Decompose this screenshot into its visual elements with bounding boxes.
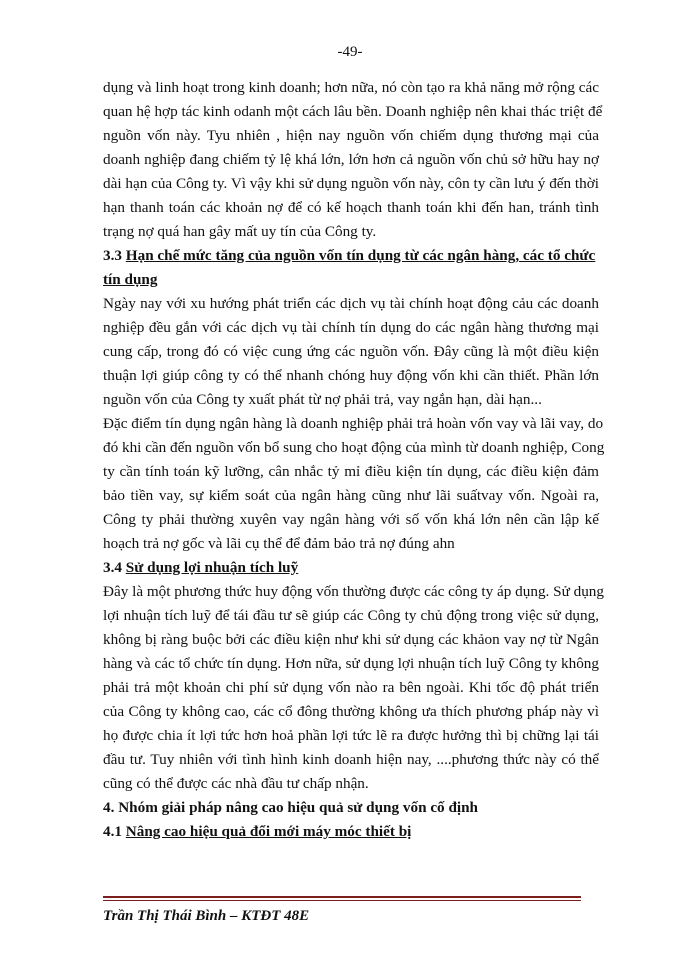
line-text: phải trả một khoản chi phí sử dụng vốn nào ra bên ngoài. Khi tốc độ phát triển [103, 679, 599, 696]
heading-text: 3.4 [103, 559, 126, 576]
paragraph-line [103, 436, 605, 460]
heading-text: tín dụng [103, 271, 158, 288]
paragraph-line [103, 676, 599, 700]
paragraph-line [103, 748, 599, 772]
line-text: đó khi cần đến nguồn vốn bổ sung cho hoạt động của mình từ doanh nghiệp, Cong [103, 439, 605, 456]
line-text: họ được chia ít lợi tức hơn hoả phần lợi tức lẽ ra được hưởng thì bị chững lại tái [103, 727, 599, 744]
line-text: hạn thanh toán các khoản nợ để có kế hoạch thanh toán khi đến han, tránh tình [103, 199, 599, 216]
section-heading-line [103, 268, 599, 292]
heading-text: 4.1 [103, 823, 126, 840]
line-text: nguồn vốn này. Tyu nhiên , hiện nay nguồn vốn chiếm dụng thương mại của [103, 127, 599, 144]
paragraph-line [103, 652, 599, 676]
line-text: bảo tiền vay, sự kiểm soát của ngân hàng cũng như lãi suấtvay vốn. Ngoài ra, [103, 487, 599, 504]
paragraph-line [103, 124, 599, 148]
line-text: ty cần tính toán kỹ lưỡng, cân nhắc tỷ mỉ điều kiện tín dụng, các điều kiện đảm [103, 463, 599, 480]
line-text: dụng và linh hoạt trong kinh doanh; hơn nữa, nó còn tạo ra khả năng mở rộng các [103, 79, 599, 96]
line-text: doanh nghiệp đang chiếm tỷ lệ khá lớn, lớn hơn cả nguồn vốn chủ sở hữu hay nợ [103, 151, 599, 168]
line-text: Ngày nay với xu hướng phát triển các dịch vụ tài chính hoạt động cảu các doanh [103, 295, 599, 312]
footer-rule-thick [103, 896, 581, 898]
section-heading-line [103, 820, 599, 844]
footer-author: Trần Thị Thái Bình – KTĐT 48E [103, 908, 310, 924]
paragraph-line [103, 460, 599, 484]
paragraph-line [103, 100, 603, 124]
paragraph-line [103, 484, 599, 508]
line-text: lợi nhuận tích luỹ để tái đầu tư sẽ giúp các Công ty chủ động trong việc sử dụng, [103, 607, 599, 624]
line-text: thuận lợi giúp công ty có thể nhanh chóng huy động vốn khi cần thiết. Phần lớn [103, 367, 599, 384]
section-heading-line [103, 244, 599, 268]
paragraph-line [103, 772, 599, 796]
line-text: nguồn vốn của Công ty xuất phát từ nợ phải trả, vay ngắn hạn, dài hạn... [103, 391, 542, 408]
page-number: -49- [337, 44, 363, 60]
heading-text: 3.3 [103, 247, 126, 264]
document-body [103, 76, 605, 844]
paragraph-line [103, 148, 599, 172]
section-heading-line [103, 556, 599, 580]
line-text: Đặc điểm tín dụng ngân hàng là doanh nghiệp phải trả hoàn vốn vay và lãi vay, do [103, 415, 604, 432]
heading-text: Hạn chế mức tăng của nguồn vốn tín dụng từ các ngân hàng, các tổ chức [125, 247, 596, 264]
heading-text: Nâng cao hiệu quả đổi mới máy móc thiết bị [125, 823, 412, 840]
paragraph-line [103, 508, 599, 532]
line-text: dài hạn của Công ty. Vì vậy khi sử dụng nguồn vốn này, côn ty cần lưu ý đến thời [103, 175, 599, 192]
line-text: hoạch trả nợ gốc và lãi cụ thể để đảm bảo trả nợ đúng ahn [103, 535, 455, 552]
paragraph-line [103, 388, 599, 412]
line-text: Công ty phải thường xuyên vay ngân hàng với số vốn khá lớn nên cần lập kế [103, 511, 599, 528]
line-text: nghiệp đều gắn với các dịch vụ tài chính tín dụng do các ngân hàng thương mại [103, 319, 599, 336]
line-text: cũng có thể được các nhà đầu tư chấp nhận. [103, 775, 369, 792]
paragraph-line [103, 580, 604, 604]
paragraph-line [103, 220, 599, 244]
line-text: trạng nợ quá han gây mất uy tín của Công ty. [103, 223, 377, 240]
paragraph-line [103, 628, 599, 652]
paragraph-line [103, 340, 599, 364]
section-heading-line [103, 796, 599, 820]
paragraph-line [103, 76, 599, 100]
paragraph-line [103, 172, 599, 196]
line-text: Đây là một phương thức huy động vốn thường được các công ty áp dụng. Sử dụng [103, 583, 604, 600]
line-text: cung cấp, trong đó có việc cung ứng các nguồn vốn. Đây cũng là một điều kiện [103, 343, 599, 360]
line-text: quan hệ hợp tác kinh odanh một cách lâu bền. Doanh nghiệp nên khai thác triệt để [103, 103, 603, 120]
paragraph-line [103, 532, 599, 556]
paragraph-line [103, 724, 599, 748]
line-text: đầu tư. Tuy nhiên với tình hình kinh doanh hiện nay, ....phương thức này có thể [103, 751, 599, 768]
paragraph-line [103, 292, 599, 316]
line-text: hàng và các tổ chức tín dụng. Hơn nữa, sử dụng lợi nhuận tích luỹ Công ty không [103, 655, 599, 672]
paragraph-line [103, 412, 604, 436]
footer-rule-thin [103, 900, 581, 901]
paragraph-line [103, 700, 599, 724]
line-text: không bị ràng buộc bởi các điều kiện như khi sử dụng các khảon vay nợ từ Ngân [103, 631, 599, 648]
line-text: của Công ty không cao, các cổ đông thường không ưa thích phương pháp này vì [103, 703, 599, 720]
heading-text: Sử dụng lợi nhuận tích luỹ [125, 559, 299, 576]
paragraph-line [103, 196, 599, 220]
paragraph-line [103, 364, 599, 388]
heading-text: 4. Nhóm giải pháp nâng cao hiệu quả sử dụng vốn cố định [103, 799, 479, 816]
paragraph-line [103, 604, 599, 628]
paragraph-line [103, 316, 599, 340]
